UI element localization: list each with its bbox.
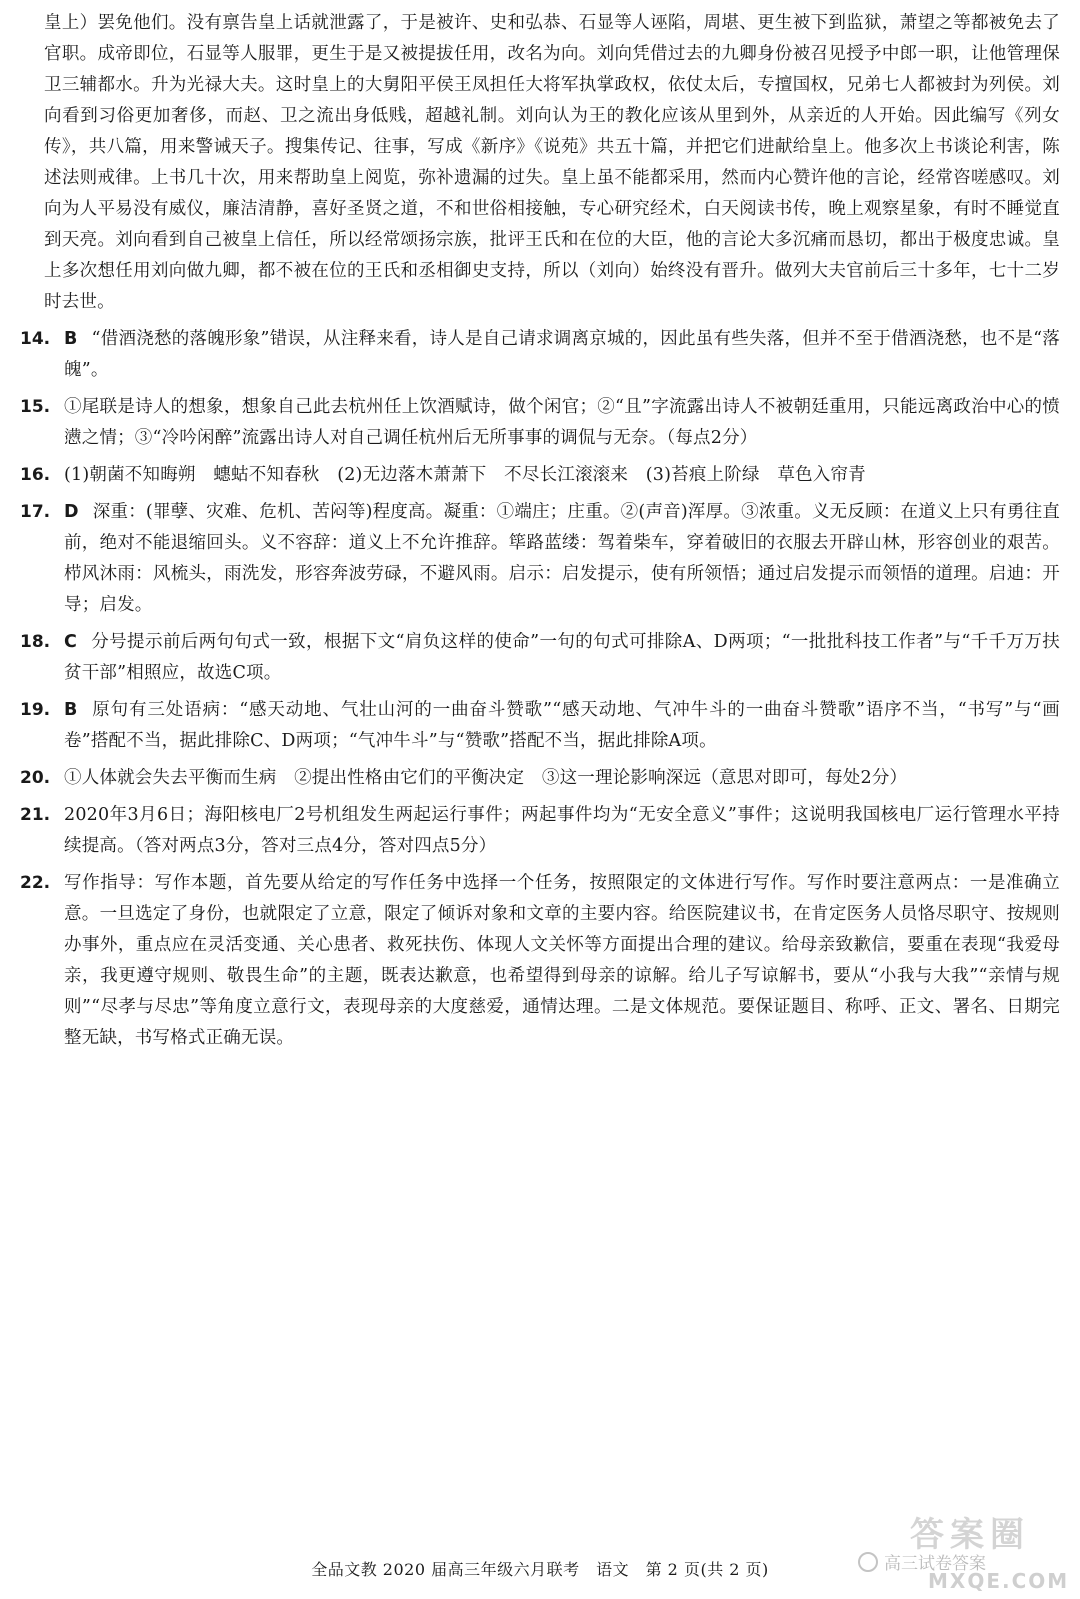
answer-15 — [20, 392, 1060, 454]
answer-17 — [20, 497, 1060, 621]
answer-text: 原句有三处语病：“感天动地、气壮山河的一曲奋斗赞歌”“感天动地、气冲牛斗的一曲奋斗赞歌”语序不当，“书写”与“画卷”搭配不当，据此排除C、D两项；“气冲牛斗”与“赞歌”搭配不当，据此排除A项。 — [64, 700, 1060, 751]
translation-passage: 皇上）罢免他们。没有禀告皇上话就泄露了，于是被许、史和弘恭、石显等人诬陷，周堪、更生被下到监狱，萧望之等都被免去了官职。成帝即位，石显等人服罪，更生于是又被提拔任用，改名为向。刘向凭借过去的九卿身份被召见授予中郎一职，让他管理保卫三辅都水。升为光禄大夫。这时皇上的大舅阳平侯王凤担任大将军执掌政权，依仗太后，专擅国权，兄弟七人都被封为列侯。刘向看到习俗更加奢侈，而赵、卫之流出身低贱，超越礼制。刘向认为王的教化应该从里到外，从亲近的人开始。因此编写《列女传》，共八篇，用来警诫天子。搜集传记、往事，写成《新序》《说苑》共五十篇，并把它们进献给皇上。他多次上书谈论利害，陈述法则戒律。上书几十次，用来帮助皇上阅览，弥补遗漏的过失。皇上虽不能都采用，然而内心赞许他的言论，经常咨嗟感叹。刘向为人平易没有威仪，廉洁清静，喜好圣贤之道，不和世俗相接触，专心研究经术，白天阅读书传，晚上观察星象，有时不睡觉直到天亮。刘向看到自己被皇上信任，所以经常颂扬宗族，批评王氏和在位的大臣，他的言论大多沉痛而恳切，都出于极度忠诚。皇上多次想任用刘向做九卿，都不被在位的王氏和丞相御史支持，所以（刘向）始终没有晋升。做列大夫官前后三十多年，七十二岁时去世。 — [44, 13, 1060, 312]
answer-text: “借酒浇愁的落魄形象”错误，从注释来看，诗人是自己请求调离京城的，因此虽有些失落，但并不至于借酒浇愁，也不是“落魄”。 — [64, 329, 1060, 380]
answer-text: 深重：(罪孽、灾难、危机、苦闷等)程度高。凝重：①端庄；庄重。②(声音)浑厚。③浓重。义无反顾：在道义上只有勇往直前，绝对不能退缩回头。义不容辞：道义上不允许推辞。筚路蓝缕：驾着柴车，穿着破旧的衣服去开辟山林，形容创业的艰苦。栉风沐雨：风梳头，雨洗发，形容奔波劳碌，不避风雨。启示：启发提示，使有所领悟；通过启发提示而领悟的道理。启迪：开导；启发。 — [64, 502, 1060, 615]
answer-choice: C — [64, 632, 78, 652]
answer-text: ①人体就会失去平衡而生病 ②提出性格由它们的平衡决定 ③这一理论影响深远（意思对即可，每处2分） — [64, 768, 908, 788]
question-number: 14. — [20, 329, 51, 349]
answer-body — [64, 460, 1060, 491]
watermark-account-name: 高三试卷答案 — [884, 1554, 986, 1574]
answer-text: 分号提示前后两句句式一致，根据下文“肩负这样的使命”一句的句式可排除A、D两项；“一批批科技工作者”与“千千万万扶贫干部”相照应，故选C项。 — [64, 632, 1060, 683]
question-number: 22. — [20, 873, 51, 893]
answer-14 — [20, 324, 1060, 386]
answer-19 — [20, 695, 1060, 757]
document-content — [20, 8, 1060, 1054]
question-number: 17. — [20, 502, 51, 522]
watermark-url: MXQE.COM — [928, 1569, 1070, 1593]
question-number: 15. — [20, 397, 51, 417]
question-number: 19. — [20, 700, 51, 720]
question-number: 16. — [20, 465, 51, 485]
question-number: 21. — [20, 805, 51, 825]
question-number: 18. — [20, 632, 51, 652]
answer-text: (1)朝菌不知晦朔 蟪蛄不知春秋 (2)无边落木萧萧下 不尽长江滚滚来 (3)苔痕上阶绿 草色入帘青 — [64, 465, 866, 485]
page-footer: 全品文教 2020 届高三年级六月联考 语文 第 2 页(共 2 页) — [311, 1560, 769, 1579]
answer-text: 2020年3月6日；海阳核电厂2号机组发生两起运行事件；两起事件均为“无安全意义”事件；这说明我国核电厂运行管理水平持续提高。（答对两点3分，答对三点4分，答对四点5分） — [64, 805, 1060, 856]
answer-choice: B — [64, 700, 78, 720]
answer-20 — [20, 763, 1060, 794]
watermark-logo: 答案圈 — [910, 1515, 1030, 1555]
answer-18 — [20, 627, 1060, 689]
answer-choice: D — [64, 502, 79, 522]
answer-body — [64, 392, 1060, 454]
answer-choice: B — [64, 329, 78, 349]
question-number: 20. — [20, 768, 51, 788]
answer-21 — [20, 800, 1060, 862]
answer-body — [64, 800, 1060, 862]
answer-body — [64, 868, 1060, 1054]
answer-22 — [20, 868, 1060, 1054]
answer-body — [64, 324, 1060, 386]
answer-body — [64, 497, 1060, 621]
answer-body — [64, 627, 1060, 689]
answer-body — [64, 763, 1060, 794]
answer-text: 写作指导：写作本题，首先要从给定的写作任务中选择一个任务，按照限定的文体进行写作。写作时要注意两点：一是准确立意。一旦选定了身份，也就限定了立意，限定了倾诉对象和文章的主要内容。给医院建议书，在肯定医务人员恪尽职守、按规则办事外，重点应在灵活变通、关心患者、救死扶伤、体现人文关怀等方面提出合理的建议。给母亲致歉信，要重在表现“我爱母亲，我更遵守规则、敬畏生命”的主题，既表达歉意，也希望得到母亲的谅解。给儿子写谅解书，要从“小我与大我”“亲情与规则”“尽孝与尽忠”等角度立意行文，表现母亲的大度慈爱，通情达理。二是文体规范。要保证题目、称呼、正文、署名、日期完整无缺，书写格式正确无误。 — [64, 873, 1060, 1048]
answer-body — [64, 695, 1060, 757]
answer-16 — [20, 460, 1060, 491]
answer-text: ①尾联是诗人的想象，想象自己此去杭州任上饮酒赋诗，做个闲官；②“且”字流露出诗人不被朝廷重用，只能远离政治中心的愤懑之情；③“冷吟闲醉”流露出诗人对自己调任杭州后无所事事的调侃与无奈。（每点2分） — [64, 397, 1060, 448]
